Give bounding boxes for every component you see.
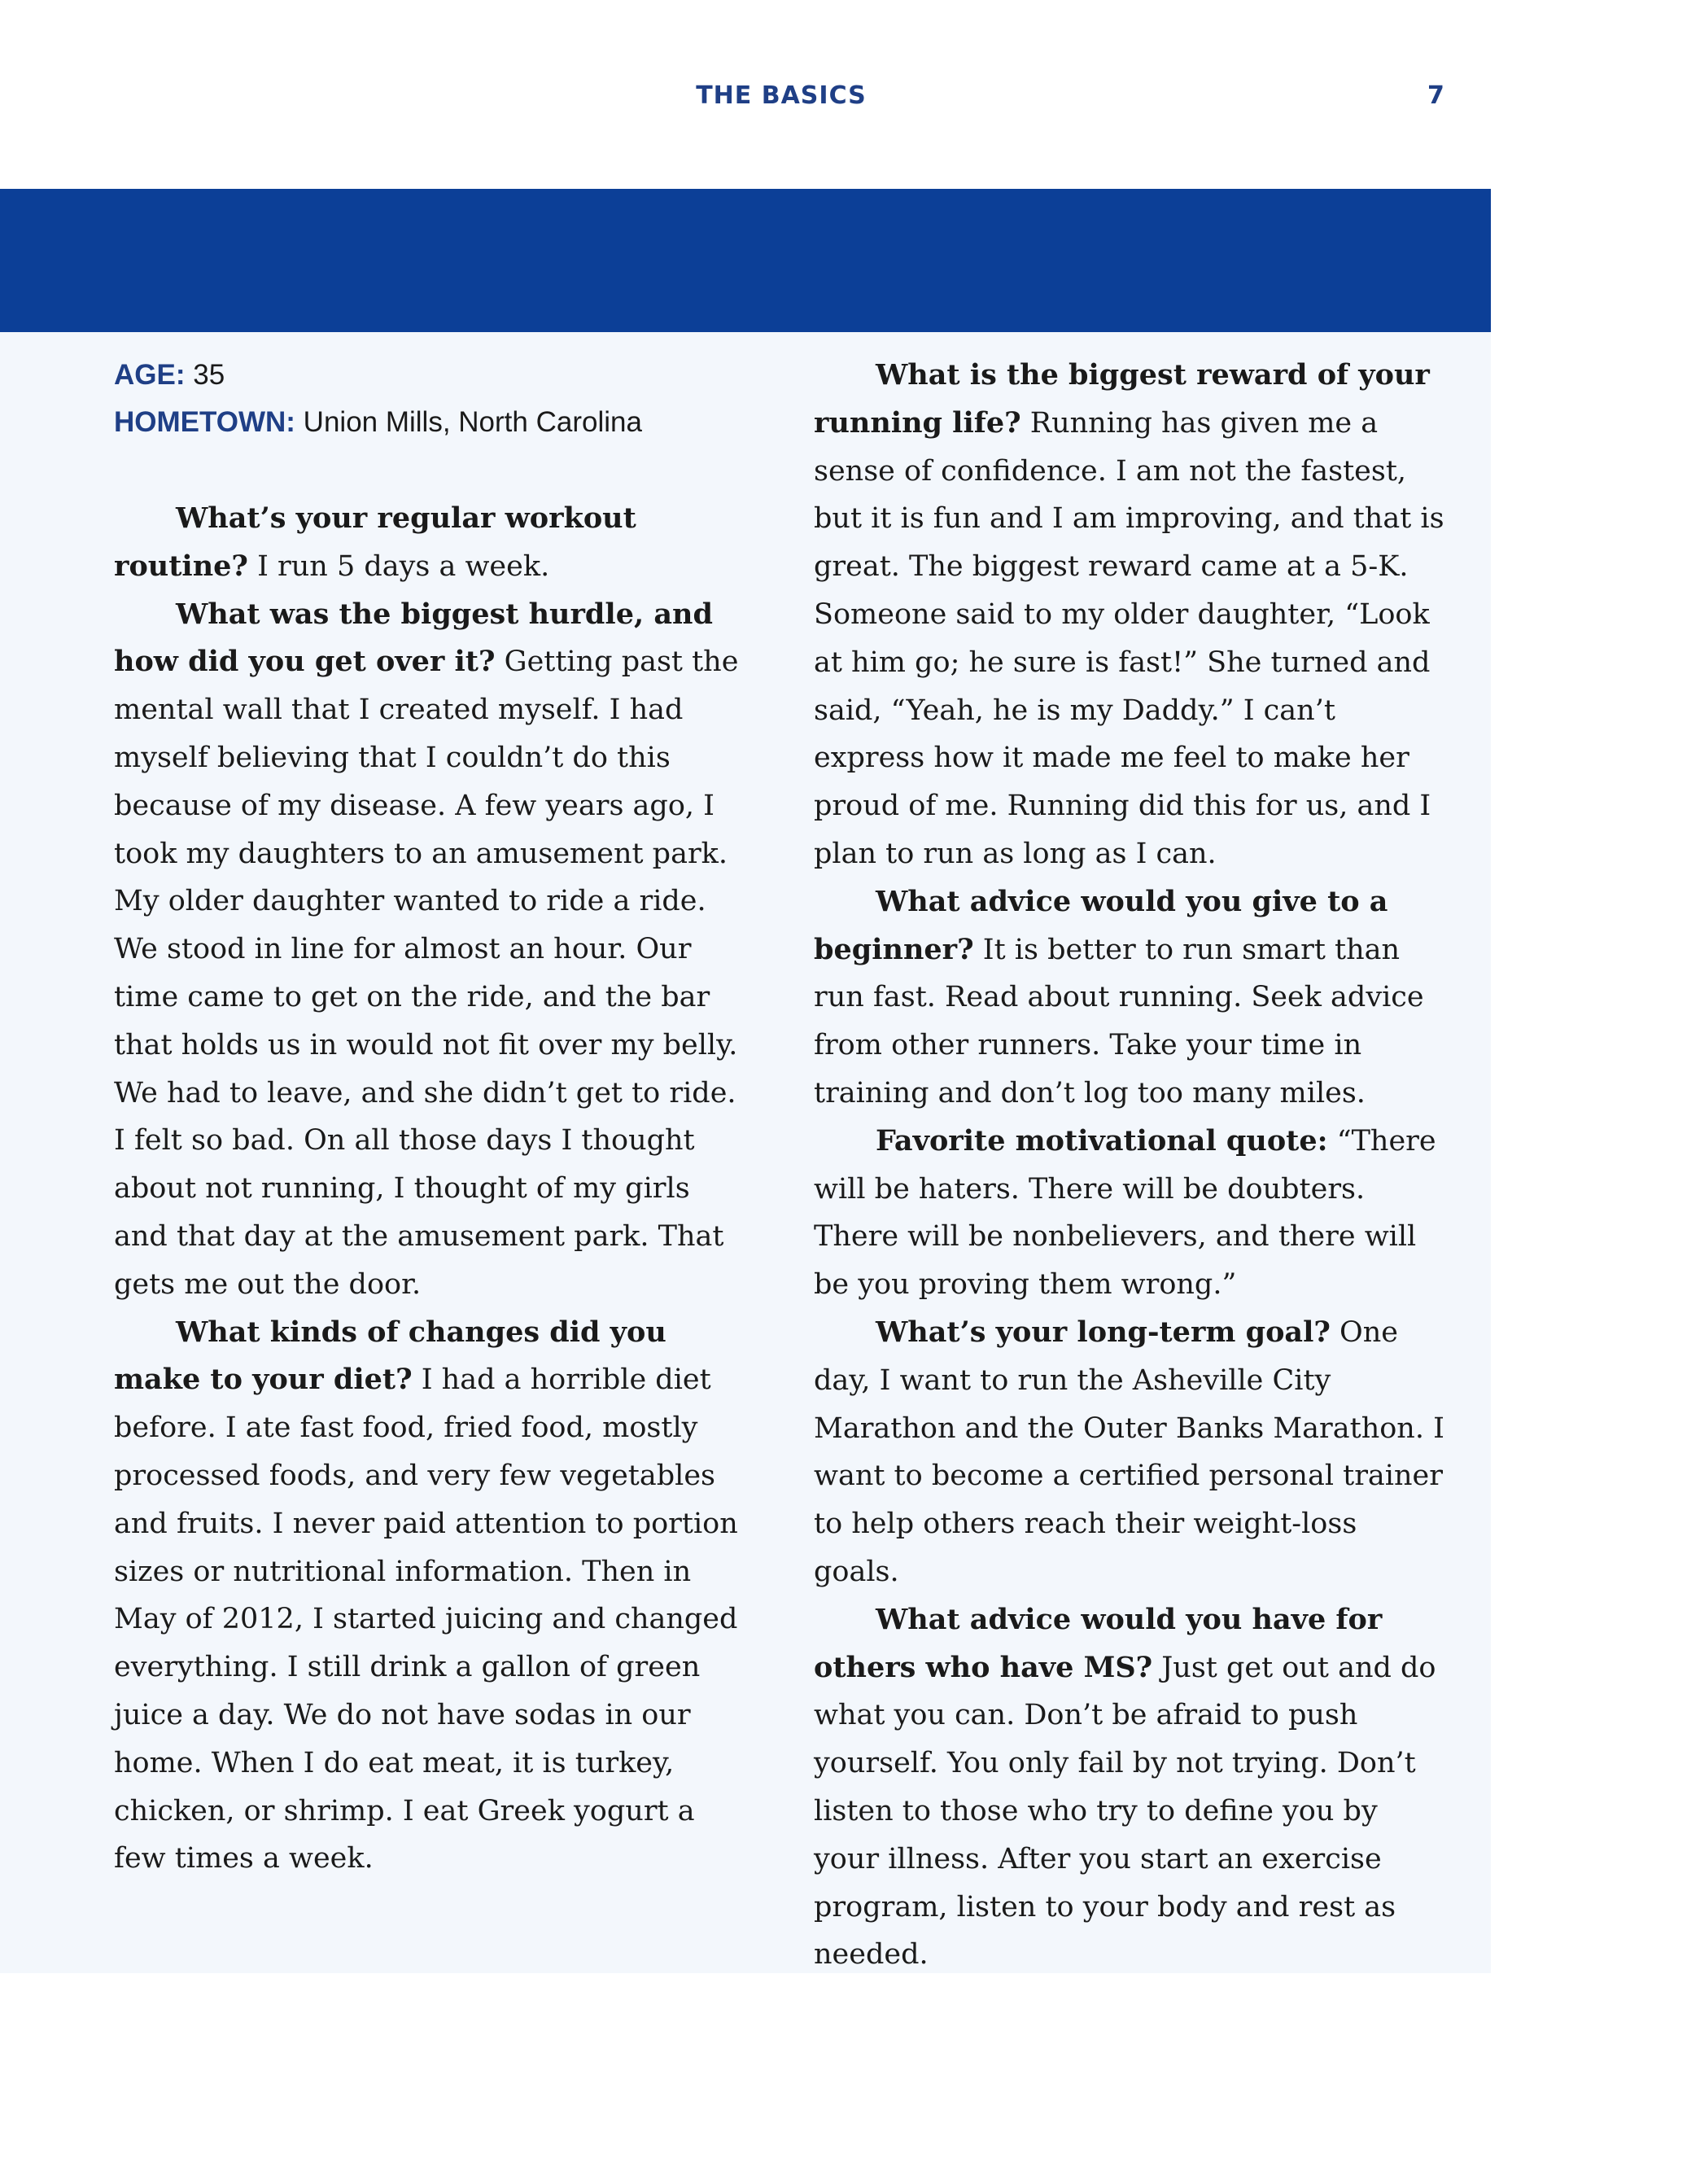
hometown-value: Union Mills, North Carolina: [303, 406, 642, 438]
qa-question: What was the biggest hurdle, and how did you get over it?: [114, 597, 713, 679]
right-column: [814, 352, 1449, 1979]
header-band: [0, 189, 1491, 332]
qa-item: [814, 1596, 1449, 1979]
qa-question: What’s your regular workout routine?: [114, 501, 636, 583]
qa-item: [814, 1118, 1449, 1309]
left-column: [114, 352, 749, 1883]
page-number: 7: [1427, 81, 1444, 110]
qa-answer: I had a horrible diet before. I ate fast food, fried food, mostly processed foods, and very few vegetables and fruits. I never paid attention to portion sizes or nutritional information. Then in May of 2012, I started juicing and changed everything. I still drink a gallon of green juice a day. We do not have sodas in our home. When I do eat meat, it is turkey, chicken, or shrimp. I eat Greek yogurt a few times a week.: [114, 1363, 738, 1875]
qa-question: What kinds of changes did you make to your diet?: [114, 1315, 666, 1397]
qa-item: [814, 352, 1449, 878]
running-head: THE BASICS: [696, 81, 867, 110]
qa-answer: Getting past the mental wall that I created myself. I had myself believing that I couldn’t do this because of my disease. A few years ago, I took my daughters to an amusement park. My older daughter wanted to ride a ride. We stood in line for almost an hour. Our time came to get on the ride, and the bar that holds us in would not fit over my belly. We had to leave, and she didn’t get to ride. I felt so bad. On all those days I thought about not running, I thought of my girls and that day at the amusement park. That gets me out the door.: [114, 646, 739, 1301]
hometown-label: HOMETOWN:: [114, 406, 295, 438]
qa-answer: One day, I want to run the Asheville City Marathon and the Outer Banks Marathon. I want to become a certified personal trainer to help others reach their weight-loss goals.: [814, 1315, 1444, 1588]
qa-item: [114, 1309, 749, 1884]
qa-answer: It is better to run smart than run fast. Read about running. Seek advice from other runners. Take your time in training and don’t log too many miles.: [814, 933, 1424, 1110]
qa-question: Favorite motivational quote:: [876, 1123, 1328, 1158]
age-value: 35: [193, 359, 225, 391]
qa-answer: I run 5 days a week.: [257, 549, 550, 583]
qa-answer: “There will be haters. There will be doubters. There will be nonbelievers, and there will be you proving them wrong.”: [814, 1124, 1436, 1302]
profile-block: [114, 352, 749, 446]
qa-item: [114, 591, 749, 1309]
qa-answer: Running has given me a sense of confidence. I am not the fastest, but it is fun and I am improving, and that is great. The biggest reward came at a 5-K. Someone said to my older daughter, “Look at him go; he sure is fast!” She turned and said, “Yeah, he is my Daddy.” I can’t express how it made me feel to make her proud of me. Running did this for us, and I plan to run as long as I can.: [814, 406, 1444, 870]
qa-item: [114, 495, 749, 591]
age-label: AGE:: [114, 359, 186, 391]
qa-answer: Just get out and do what you can. Don’t be afraid to push yourself. You only fail by not trying. Don’t listen to those who try to define you by your illness. After you start an exercise program, listen to your body and rest as needed.: [814, 1651, 1436, 1972]
qa-question: What advice would you give to a beginner?: [814, 884, 1388, 966]
qa-item: [814, 1309, 1449, 1596]
qa-item: [814, 878, 1449, 1118]
qa-question: What advice would you have for others who have MS?: [814, 1602, 1383, 1684]
age-line: [114, 352, 749, 399]
hometown-line: [114, 399, 749, 446]
qa-question: What’s your long-term goal?: [876, 1315, 1331, 1349]
qa-question: What is the biggest reward of your running life?: [814, 358, 1430, 440]
